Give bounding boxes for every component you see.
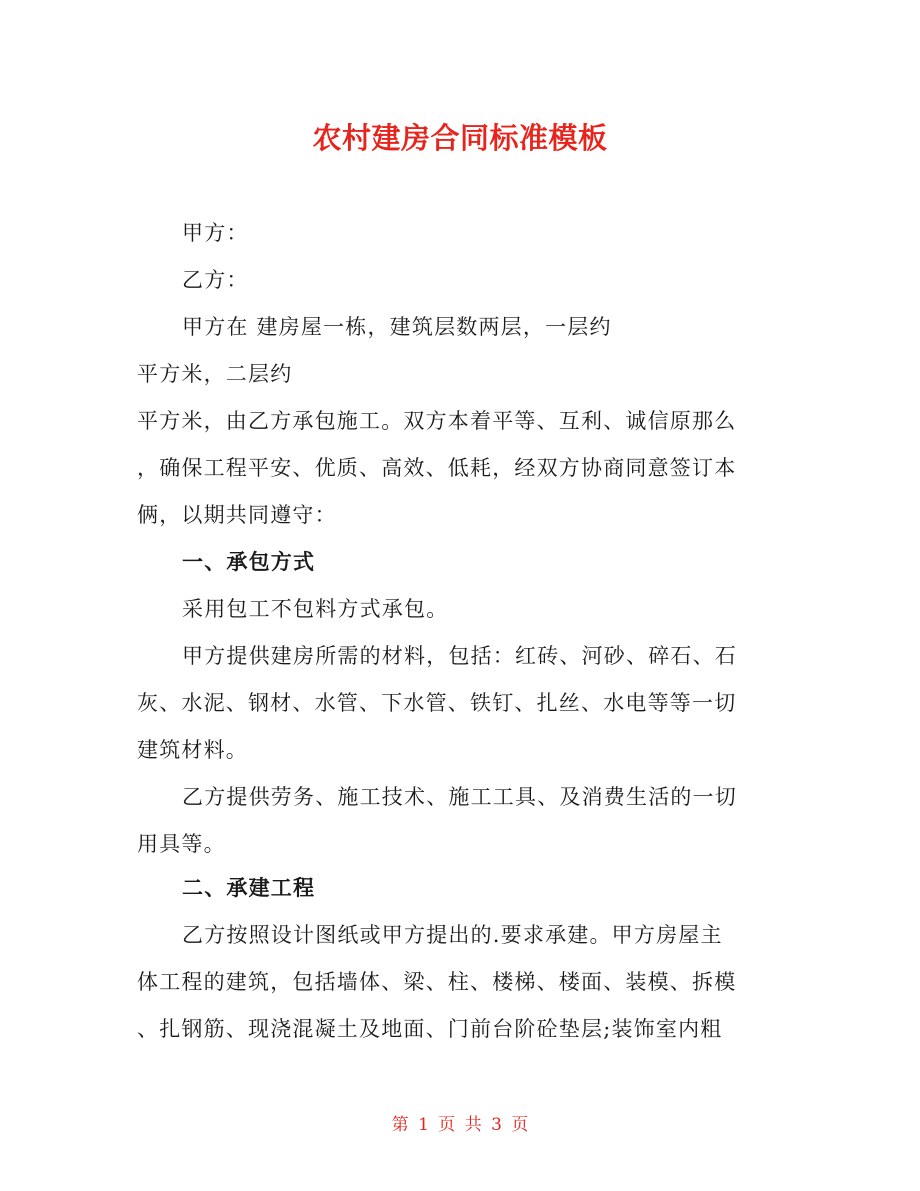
- body-line: 俩，以期共同遵守：: [137, 503, 337, 527]
- body-line: 、扎钢筋、现浇混凝土及地面、门前台阶砼垫层;装饰室内粗: [137, 1017, 723, 1041]
- party-a-label: 甲方：: [182, 221, 249, 245]
- body-line: 灰、水泥、钢材、水管、下水管、铁钉、扎丝、水电等等一切: [137, 691, 737, 715]
- body-line: 用具等。: [137, 832, 226, 856]
- body-line: 采用包工不包料方式承包。: [182, 597, 449, 621]
- body-line: 平方米，二层约: [137, 362, 293, 386]
- body-line: 体工程的建筑，包括墙体、梁、柱、楼梯、楼面、装模、拆模: [137, 970, 737, 994]
- section-heading-construction-works: 二、承建工程: [182, 875, 316, 900]
- party-b-label: 乙方：: [182, 268, 249, 292]
- body-line: ，确保工程平安、优质、高效、低耗，经双方协商同意签订本: [137, 456, 737, 480]
- body-line: 建筑材料。: [137, 738, 248, 762]
- document-title: 农村建房合同标准模板: [312, 121, 608, 155]
- section-heading-contract-method: 一、承包方式: [182, 549, 316, 574]
- body-line: 甲方在 建房屋一栋，建筑层数两层，一层约: [182, 315, 612, 339]
- body-line: 乙方按照设计图纸或甲方提出的.要求承建。甲方房屋主: [182, 923, 723, 947]
- body-line: 平方米，由乙方承包施工。双方本着平等、互利、诚信原那么: [137, 409, 737, 433]
- page-footer: 第 1 页 共 3 页: [391, 1115, 529, 1135]
- body-line: 甲方提供建房所需的材料，包括：红砖、河砂、碎石、石: [182, 644, 737, 668]
- body-line: 乙方提供劳务、施工技术、施工工具、及消费生活的一切: [182, 785, 737, 809]
